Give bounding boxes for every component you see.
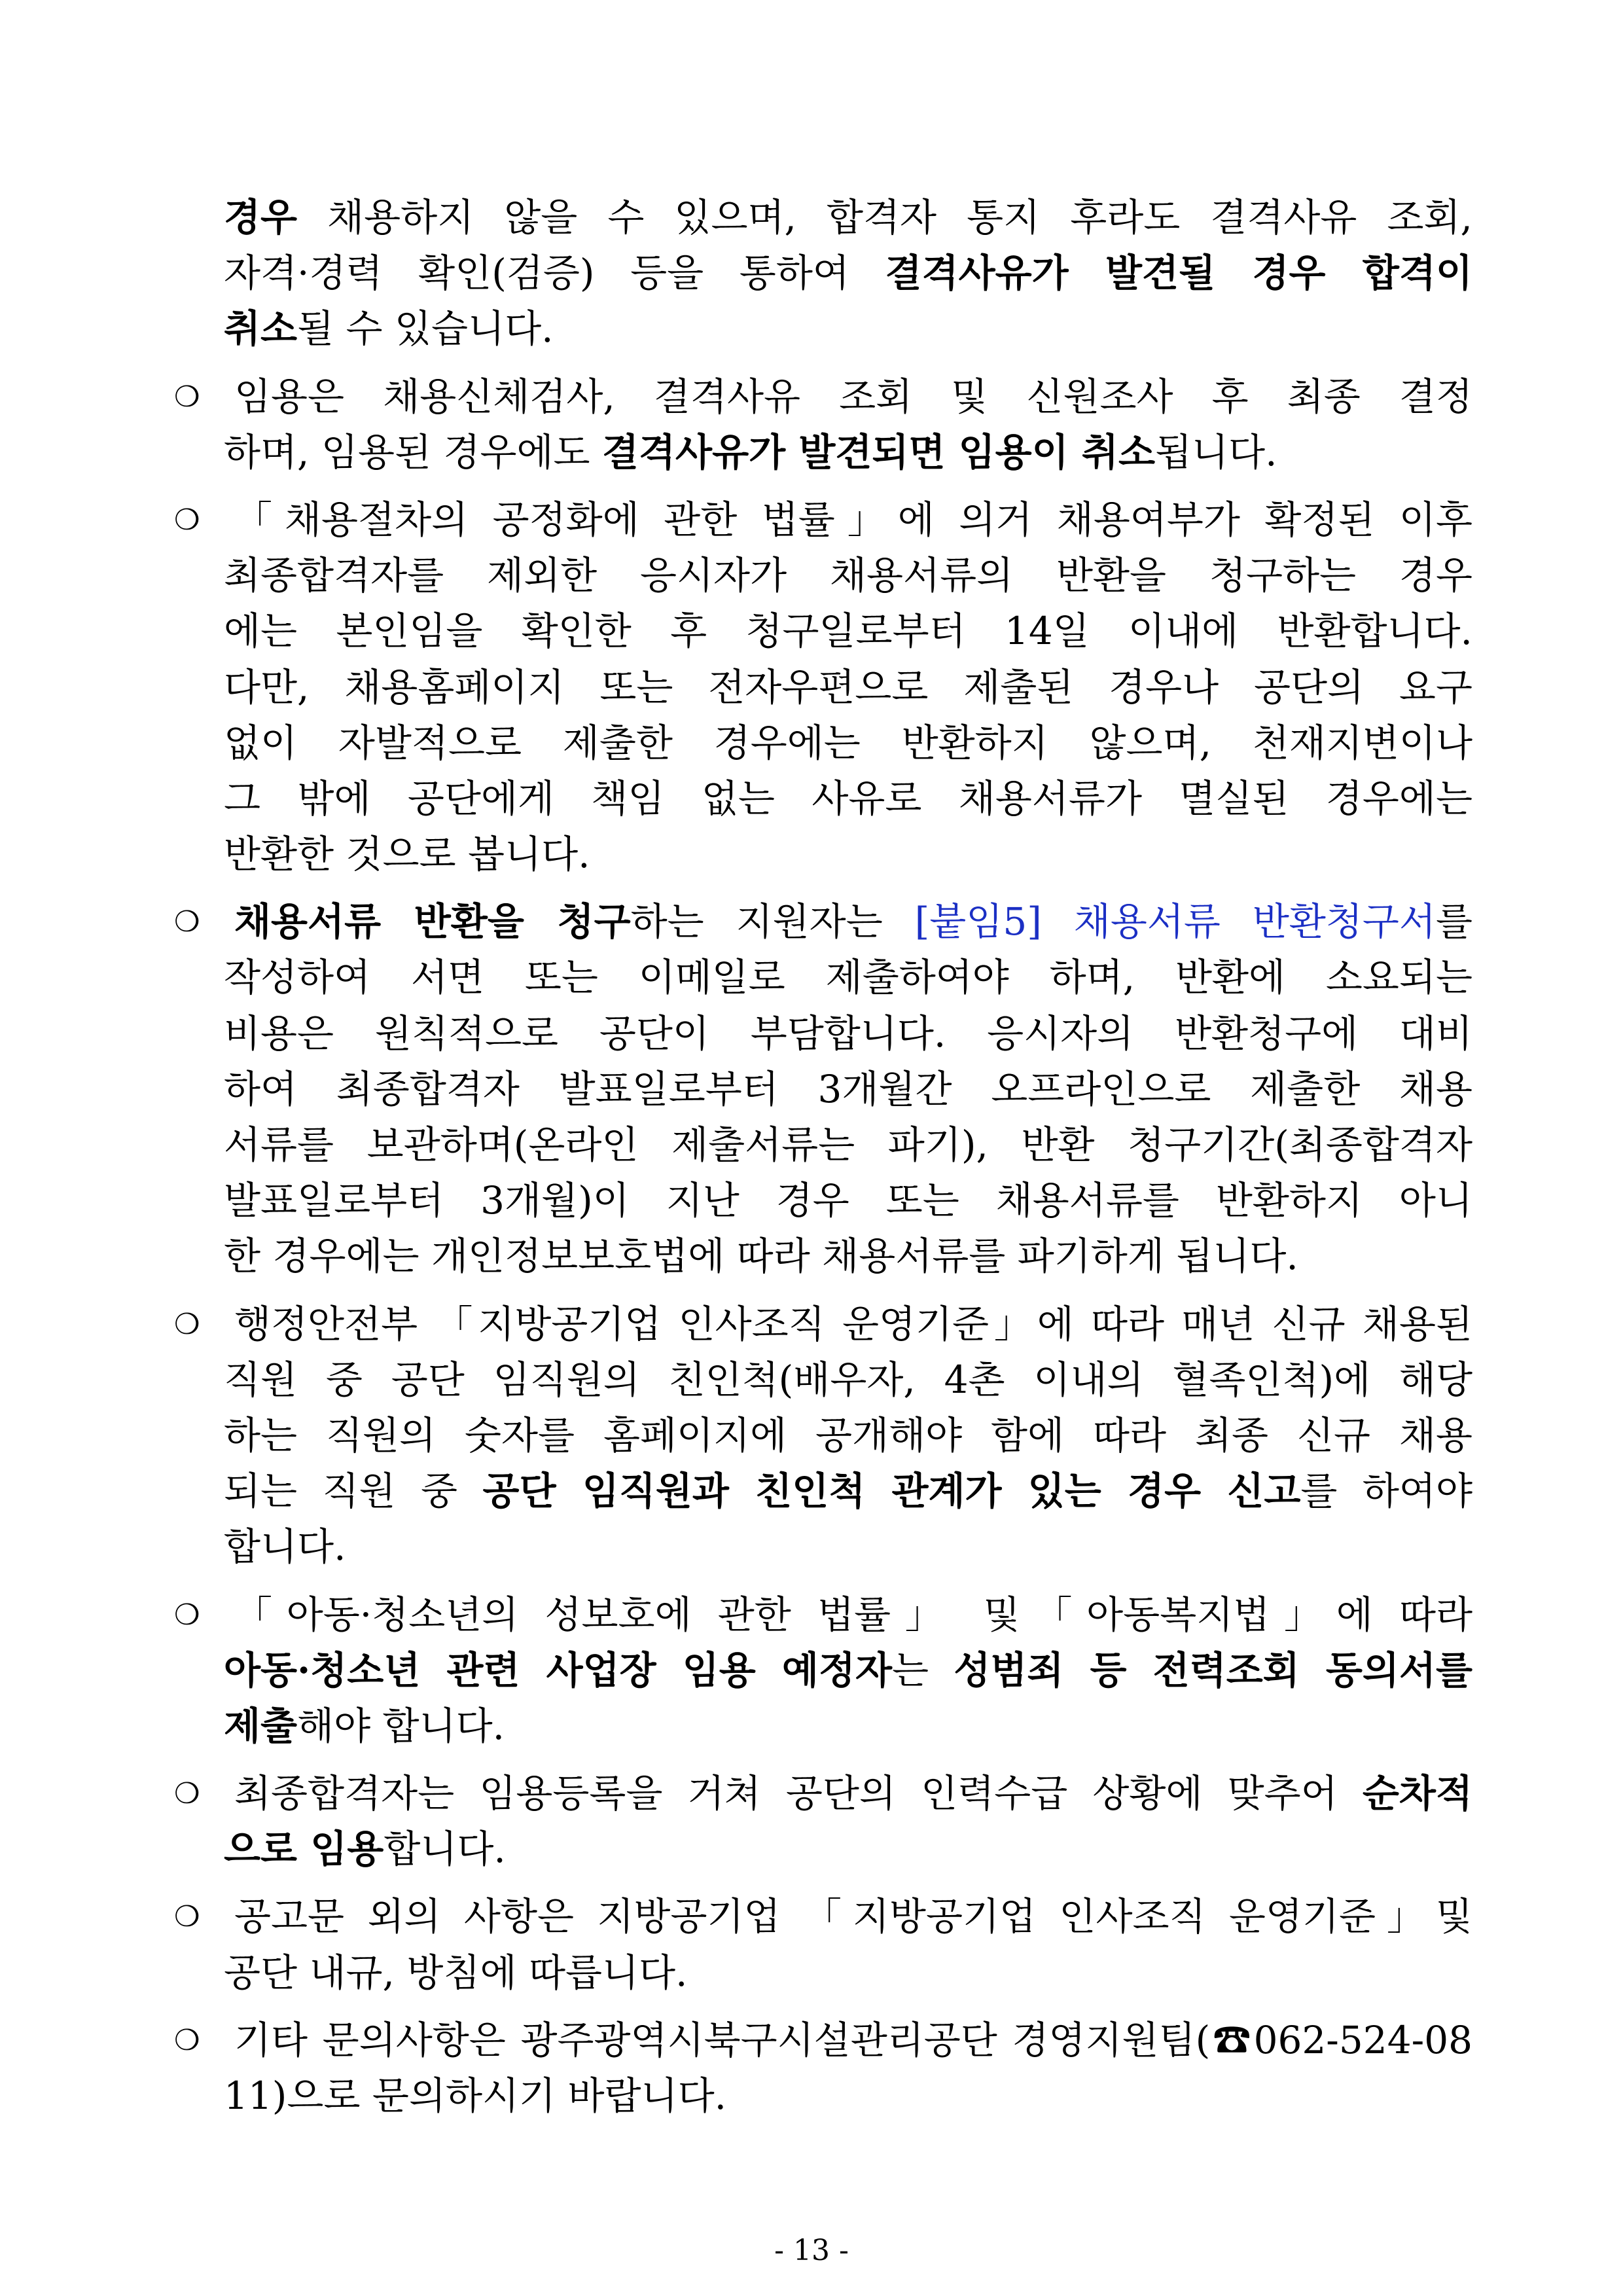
emphasized-text: 채용서류 반환을 청구 [234, 899, 631, 944]
text-line [174, 1889, 1472, 1945]
text-run: 공단 내규, 방침에 따릅니다. [224, 1950, 688, 1995]
text-run: 됩니다. [1154, 429, 1277, 475]
emphasized-text: 취소 [224, 306, 298, 351]
line-text [224, 1408, 1472, 1463]
line-text [224, 1062, 1472, 1117]
text-line [174, 1766, 1472, 1821]
emphasized-text: 제출 [224, 1703, 298, 1748]
line-text [224, 894, 1472, 950]
line-text [224, 1173, 1472, 1229]
text-line [224, 1945, 1472, 2001]
text-run: 반환한 것으로 봅니다. [224, 832, 590, 877]
text-line [224, 660, 1472, 715]
text-line [174, 894, 1472, 950]
text-run: 서류를 보관하며(온라인 제출서류는 파기), 반환 청구기간(최종합격자 [224, 1122, 1472, 1167]
line-text [224, 715, 1472, 771]
line-text [224, 1698, 1472, 1754]
bullet-marker: ❍ [174, 1900, 200, 1934]
text-line [224, 950, 1472, 1005]
text-run: 한 경우에는 개인정보보호법에 따라 채용서류를 파기하게 됩니다. [224, 1234, 1298, 1279]
document-body [174, 190, 1472, 2124]
text-line [224, 1821, 1472, 1877]
text-run: 자격·경력 확인(검증) 등을 통하여 [224, 251, 885, 296]
text-line [224, 1006, 1472, 1062]
text-run: 되는 직원 중 [224, 1469, 483, 1514]
bullet-item [174, 492, 1472, 882]
text-run: 하여 최종합격자 발표일로부터 3개월간 오프라인으로 제출한 채용 [224, 1066, 1472, 1111]
line-text [224, 2068, 1472, 2124]
text-line [224, 827, 1472, 882]
line-text [224, 492, 1472, 548]
text-run: 하는 직원의 숫자를 홈페이지에 공개해야 함에 따라 최종 신규 채용 [224, 1412, 1472, 1458]
text-line [224, 1062, 1472, 1117]
text-line [174, 492, 1472, 548]
text-line [224, 771, 1472, 827]
text-run: 다만, 채용홈페이지 또는 전자우편으로 제출된 경우나 공단의 요구 [224, 664, 1472, 709]
text-run: 직원 중 공단 임직원의 친인척(배우자, 4촌 이내의 혈족인척)에 해당 [224, 1357, 1472, 1402]
line-text [224, 1297, 1472, 1352]
text-line [224, 2068, 1472, 2124]
emphasized-text: 경우 [224, 195, 298, 240]
line-text [224, 548, 1472, 603]
emphasized-text: 으로 임용 [224, 1827, 384, 1872]
page-number: - 13 - [774, 2234, 849, 2267]
line-text [224, 1945, 1472, 2001]
bullet-marker: ❍ [174, 905, 200, 939]
bullet-marker: ❍ [174, 1777, 200, 1811]
text-line [174, 1587, 1472, 1643]
continued-paragraph [224, 190, 1472, 357]
text-run: 합니다. [383, 1827, 506, 1872]
text-line [224, 1229, 1472, 1284]
text-run: 최종합격자는 임용등록을 거쳐 공단의 인력수급 상황에 맞추어 [234, 1771, 1363, 1816]
line-text [224, 771, 1472, 827]
text-run: 발표일로부터 3개월)이 지난 경우 또는 채용서류를 반환하지 아니 [224, 1178, 1472, 1223]
bullet-marker: ❍ [174, 1307, 200, 1341]
line-text [224, 301, 1472, 357]
line-text [224, 2013, 1472, 2068]
attachment-reference-link[interactable]: [붙임5] 채용서류 반환청구서 [914, 899, 1436, 944]
text-line [224, 1463, 1472, 1519]
text-line [224, 301, 1472, 357]
line-text [224, 1889, 1472, 1945]
text-line [224, 548, 1472, 603]
text-run: 합니다. [224, 1524, 346, 1570]
line-text [224, 1463, 1472, 1519]
text-line [224, 245, 1472, 301]
bullet-item [174, 369, 1472, 480]
line-text [224, 1352, 1472, 1408]
text-run: 「채용절차의 공정화에 관한 법률」에 의거 채용여부가 확정된 이후 [234, 497, 1472, 542]
bullet-marker: ❍ [174, 1598, 200, 1632]
line-text [224, 827, 1472, 882]
text-run: 최종합격자를 제외한 응시자가 채용서류의 반환을 청구하는 경우 [224, 553, 1472, 598]
line-text [224, 369, 1472, 425]
text-line [224, 1643, 1472, 1698]
text-line [224, 1352, 1472, 1408]
text-line [224, 1698, 1472, 1754]
bullet-item [174, 2013, 1472, 2124]
line-text [224, 425, 1472, 480]
text-run: 공고문 외의 사항은 지방공기업 「지방공기업 인사조직 운영기준」및 [234, 1894, 1472, 1939]
text-run: 없이 자발적으로 제출한 경우에는 반환하지 않으며, 천재지변이나 [224, 720, 1472, 765]
text-run: 11)으로 문의하시기 바랍니다. [224, 2073, 727, 2118]
text-run: 기타 문의사항은 광주광역시북구시설관리공단 경영지원팀(☎062-524-08 [234, 2017, 1472, 2062]
line-text [224, 245, 1472, 301]
text-line [224, 190, 1472, 245]
line-text [224, 1519, 1472, 1575]
text-run: 될 수 있습니다. [297, 306, 554, 351]
text-run: 「아동·청소년의 성보호에 관한 법률」 및「아동복지법」에 따라 [234, 1592, 1472, 1637]
text-line [174, 369, 1472, 425]
line-text [224, 1587, 1472, 1643]
text-run: 비용은 원칙적으로 공단이 부담합니다. 응시자의 반환청구에 대비 [224, 1011, 1472, 1056]
bullet-marker: ❍ [174, 380, 200, 414]
text-line [224, 425, 1472, 480]
emphasized-text: 성범죄 등 전력조회 동의서를 [954, 1647, 1472, 1693]
text-line [224, 1408, 1472, 1463]
text-run: 행정안전부 「지방공기업 인사조직 운영기준」에 따라 매년 신규 채용된 [234, 1301, 1472, 1346]
line-text [224, 660, 1472, 715]
text-run: 를 [1435, 899, 1472, 944]
bullet-item [174, 1587, 1472, 1755]
line-text [224, 1006, 1472, 1062]
text-line [224, 715, 1472, 771]
emphasized-text: 결격사유가 발견될 경우 합격이 [885, 251, 1472, 296]
bullet-item [174, 894, 1472, 1284]
text-run: 임용은 채용신체검사, 결격사유 조회 및 신원조사 후 최종 결정 [234, 374, 1472, 419]
text-run: 작성하여 서면 또는 이메일로 제출하여야 하며, 반환에 소요되는 [224, 955, 1472, 1000]
emphasized-text: 아동·청소년 관련 사업장 임용 예정자 [224, 1647, 892, 1693]
text-line [224, 1519, 1472, 1575]
text-run: 에는 본인임을 확인한 후 청구일로부터 14일 이내에 반환합니다. [224, 609, 1472, 654]
text-run: 는 [892, 1647, 954, 1693]
text-line [224, 603, 1472, 659]
bullet-item [174, 1889, 1472, 2000]
line-text [224, 1821, 1472, 1877]
emphasized-text: 결격사유가 발견되면 임용이 취소 [602, 429, 1155, 475]
text-run: 해야 합니다. [297, 1703, 505, 1748]
bullet-marker: ❍ [174, 503, 200, 537]
text-run: 하는 지원자는 [630, 899, 915, 944]
bullet-item [174, 1766, 1472, 1877]
emphasized-text: 공단 임직원과 친인척 관계가 있는 경우 신고 [482, 1469, 1301, 1514]
line-text [224, 1766, 1472, 1821]
text-run: 채용하지 않을 수 있으며, 합격자 통지 후라도 결격사유 조회, [297, 195, 1472, 240]
text-run: 그 밖에 공단에게 책임 없는 사유로 채용서류가 멸실된 경우에는 [224, 776, 1472, 821]
text-line [174, 1297, 1472, 1352]
line-text [224, 1643, 1472, 1698]
text-run: 하며, 임용된 경우에도 [224, 429, 602, 475]
bullet-item [174, 1297, 1472, 1575]
line-text [224, 1229, 1472, 1284]
text-line [224, 1173, 1472, 1229]
text-line [174, 2013, 1472, 2068]
line-text [224, 190, 1472, 245]
text-line [224, 1117, 1472, 1173]
emphasized-text: 순차적 [1362, 1771, 1472, 1816]
line-text [224, 1117, 1472, 1173]
line-text [224, 603, 1472, 659]
line-text [224, 950, 1472, 1005]
text-run: 를 하여야 [1300, 1469, 1472, 1514]
bullet-marker: ❍ [174, 2023, 200, 2057]
